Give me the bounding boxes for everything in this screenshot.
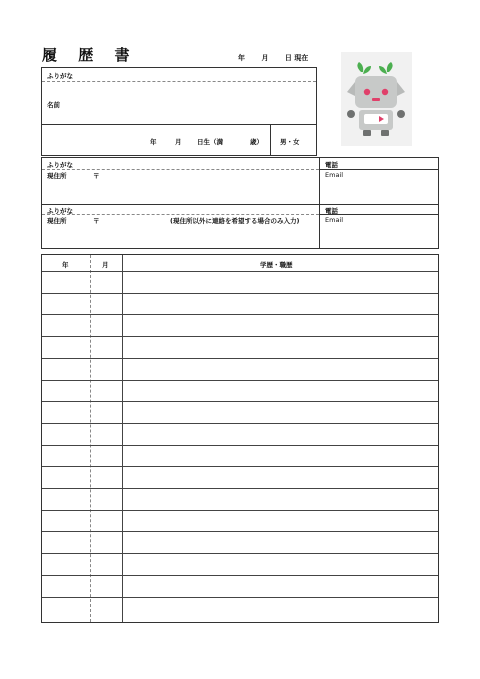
birth-year-label: 年: [150, 138, 157, 146]
email2-label: Email: [325, 216, 344, 224]
col-desc-header: 学歴・職歴: [260, 261, 293, 269]
phone2-divider: [319, 214, 438, 215]
table-row[interactable]: [42, 401, 438, 402]
table-row[interactable]: [42, 358, 438, 359]
date-day-label: 日 現在: [284, 54, 309, 62]
furigana-divider: [42, 81, 316, 82]
table-row[interactable]: [42, 553, 438, 554]
table-row[interactable]: [42, 423, 438, 424]
table-row[interactable]: [42, 445, 438, 446]
table-row[interactable]: [42, 575, 438, 576]
table-row[interactable]: [42, 293, 438, 294]
birth-day-label: 日生（満: [197, 138, 223, 146]
table-row[interactable]: [42, 531, 438, 532]
name-label: 名前: [47, 101, 60, 109]
table-row[interactable]: [42, 314, 438, 315]
address2-furigana-label: ふりがな: [47, 207, 73, 215]
address2-label: 現住所: [47, 217, 67, 225]
phone1-divider: [319, 169, 438, 170]
phone1-label: 電話: [325, 161, 338, 169]
table-row[interactable]: [42, 336, 438, 337]
history-table: [41, 254, 439, 623]
month-desc-divider: [122, 255, 123, 622]
date-month-label: 月: [261, 54, 269, 62]
year-month-divider: [90, 255, 91, 622]
contact-column-divider: [319, 158, 320, 248]
address1-furigana-label: ふりがな: [47, 161, 73, 169]
furigana-label: ふりがな: [47, 72, 73, 80]
phone2-label: 電話: [325, 207, 338, 215]
personal-info-box: [41, 67, 317, 156]
photo-area: [341, 52, 412, 146]
address2-postal-mark: 〒: [93, 217, 100, 225]
col-year-header: 年: [62, 261, 69, 269]
date-line: [238, 53, 322, 63]
table-row[interactable]: [42, 380, 438, 381]
address1-label: 現住所: [47, 172, 67, 180]
address2-furigana-divider: [42, 214, 319, 215]
name-field[interactable]: [72, 86, 312, 122]
birth-month-label: 月: [175, 138, 182, 146]
name-divider: [42, 124, 316, 125]
gender-options[interactable]: 男・女: [280, 138, 300, 146]
age-label: 歳）: [250, 138, 263, 146]
table-row[interactable]: [42, 510, 438, 511]
email1-label: Email: [325, 171, 344, 179]
address-divider: [42, 204, 438, 205]
table-row[interactable]: [42, 597, 438, 598]
table-row[interactable]: [42, 271, 438, 272]
date-year-label: 年: [238, 54, 245, 62]
address1-furigana-divider: [42, 169, 319, 170]
address1-postal-mark: 〒: [93, 172, 100, 180]
gender-divider: [270, 124, 271, 155]
table-row[interactable]: [42, 488, 438, 489]
table-row[interactable]: [42, 466, 438, 467]
contact-info-box: [41, 157, 439, 249]
col-month-header: 月: [102, 261, 109, 269]
address2-note: (現住所以外に連絡を希望する場合のみ入力): [170, 217, 300, 225]
page-title: 履 歴 書: [42, 46, 138, 64]
mascot-icon: [341, 52, 412, 146]
